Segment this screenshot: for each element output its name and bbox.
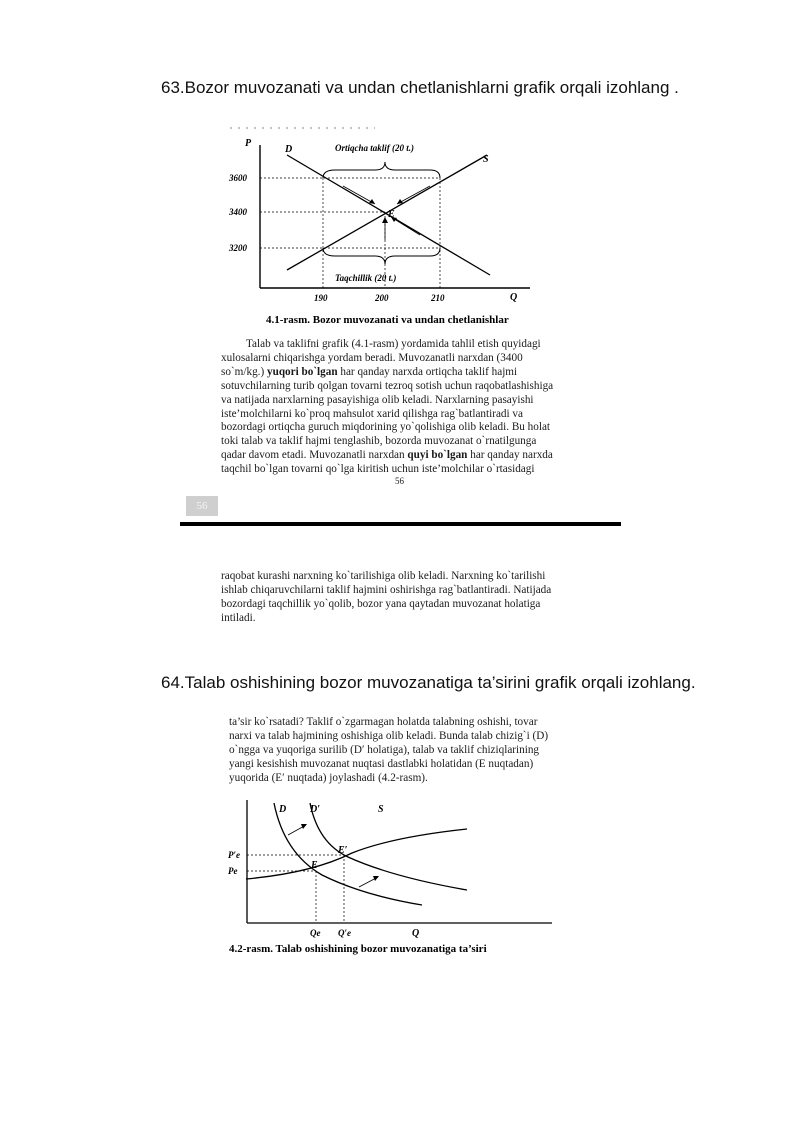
figure-4-2-caption: 4.2-rasm. Talab oshishining bozor muvozanatiga ta’siri [229, 943, 487, 955]
para1-line4: sotuvchilarning turib qolgan tovarni tezroq sotish uchun raqobatlashishiga [221, 379, 554, 392]
shortage-label: Taqchillik (20 t.) [335, 273, 397, 283]
fig42-s-label: S [378, 804, 384, 815]
arrow-left-top [343, 186, 375, 204]
bold-yuqori: yuqori bo`lgan [267, 365, 338, 378]
axis-p-label: P [245, 138, 252, 149]
para2-line3: bozordagi taqchillik yo`qolib, bozor yana qaytadan muvozanat holatiga [221, 597, 541, 610]
arrow-right-top [397, 186, 430, 204]
fig42-pe-label: Pe [228, 866, 238, 876]
para1-line3: so`m/kg.) yuqori bo`lgan har qanday narxda ortiqcha taklif hajmi [221, 365, 518, 378]
fig42-qe-label: Qe [310, 928, 321, 938]
page-number-badge: 56 [186, 496, 218, 516]
paragraph-demand-increase [229, 716, 560, 786]
para3-line5: yuqorida (E′ nuqtada) joylashadi (4.2-rasm). [229, 771, 428, 784]
question-64-heading: 64.Talab oshishining bozor muvozanatiga ta’sirini grafik orqali izohlang. [161, 673, 696, 692]
para1-line1: Talab va taklifni grafik (4.1-rasm) yordamida tahlil etish quyidagi [246, 338, 541, 350]
para2-line4: intiladi. [221, 611, 256, 624]
fig42-d-prime-label: D′ [310, 804, 321, 815]
para1-line8: toki talab va taklif hajmi tenglashib, bozorda muvozanat o`rnatilgunga [221, 435, 537, 448]
page-break-rule [180, 522, 621, 526]
question-63-heading: 63.Bozor muvozanati va undan chetlanishlarni grafik orqali izohlang . [161, 78, 679, 97]
paragraph-equilibrium-explanation [221, 338, 579, 477]
axis-q-label: Q [510, 292, 518, 303]
tick-q-200: 200 [375, 293, 389, 303]
para1-line6: iste’molchilarni ko`proq mahsulot xarid qilishga rag`batlantiradi va [221, 407, 523, 420]
para1-line2: xulosalarni chiqarishga yordam beradi. Muvozanatli narxdan (3400 [221, 351, 523, 364]
surplus-brace [323, 162, 440, 178]
demand-label: D [285, 144, 293, 155]
para2-line1: raqobat kurashi narxning ko`tarilishiga olib keladi. Narxning ko`tarilishi [221, 570, 546, 582]
fig42-qe-prime-label: Q′e [338, 928, 352, 938]
para3-line4: yangi kesishish muvozanat nuqtasi dastlabki holatidan (E nuqtadan) [229, 757, 534, 770]
equilibrium-label: E [388, 209, 395, 220]
para1-line7: bozordagi ortiqcha guruch miqdorining yo`qolishiga olib keladi. Bu holat [221, 421, 551, 434]
tick-p-3400: 3400 [229, 207, 247, 217]
para3-line3: o`ngga va yuqoriga surilib (D′ holatiga), talab va taklif chiziqlarining [229, 743, 540, 756]
surplus-label: Ortiqcha taklif (20 t.) [335, 143, 414, 153]
fig42-d-label: D [279, 804, 287, 815]
supply-label: S [483, 154, 489, 165]
figure-4-2-demand-shift-chart [222, 795, 562, 940]
para3-line1: ta’sir ko`rsatadi? Taklif o`zgarmagan holatda talabning oshishi, tovar [229, 716, 538, 728]
para1-line9: qadar davom etadi. Muvozanatli narxdan quyi bo`lgan har qanday narxda [221, 449, 553, 462]
demand-curve [274, 803, 422, 905]
tick-p-3600: 3600 [229, 173, 247, 183]
supply-curve [246, 829, 467, 879]
para3-line2: narxi va talab hajmining oshishiga olib keladi. Bunda talab chizig`i (D) [229, 729, 549, 742]
para1-line10: taqchil bo`lgan tovarni qo`lga kiritish uchun iste’molchilar o`rtasidagi [221, 463, 535, 476]
figure-4-1-supply-demand-chart [225, 120, 555, 315]
fig42-e-prime-label: E′ [338, 845, 348, 856]
shortage-brace [323, 248, 440, 264]
fig42-q-label: Q [412, 928, 420, 939]
tick-q-190: 190 [314, 293, 328, 303]
fig42-pe-prime-label: P′e [228, 850, 241, 860]
paragraph-shortage-explanation [221, 570, 579, 626]
fig42-e-label: E [311, 860, 318, 871]
para1-line5: va natijada narxlarning pasayishiga olib keladi. Narxlarning pasayishi [221, 393, 534, 406]
figure-4-1-caption: 4.1-rasm. Bozor muvozanati va undan chetlanishlar [266, 314, 509, 326]
demand-curve-shifted [310, 803, 467, 890]
tick-p-3200: 3200 [229, 243, 247, 253]
tick-q-210: 210 [431, 293, 445, 303]
para2-line2: ishlab chiqaruvchilarni taklif hajmini oshirishga rag`batlantiradi. Natijada [221, 583, 552, 596]
page-number: 56 [395, 476, 404, 486]
bold-quyi: quyi bo`lgan [407, 449, 468, 462]
